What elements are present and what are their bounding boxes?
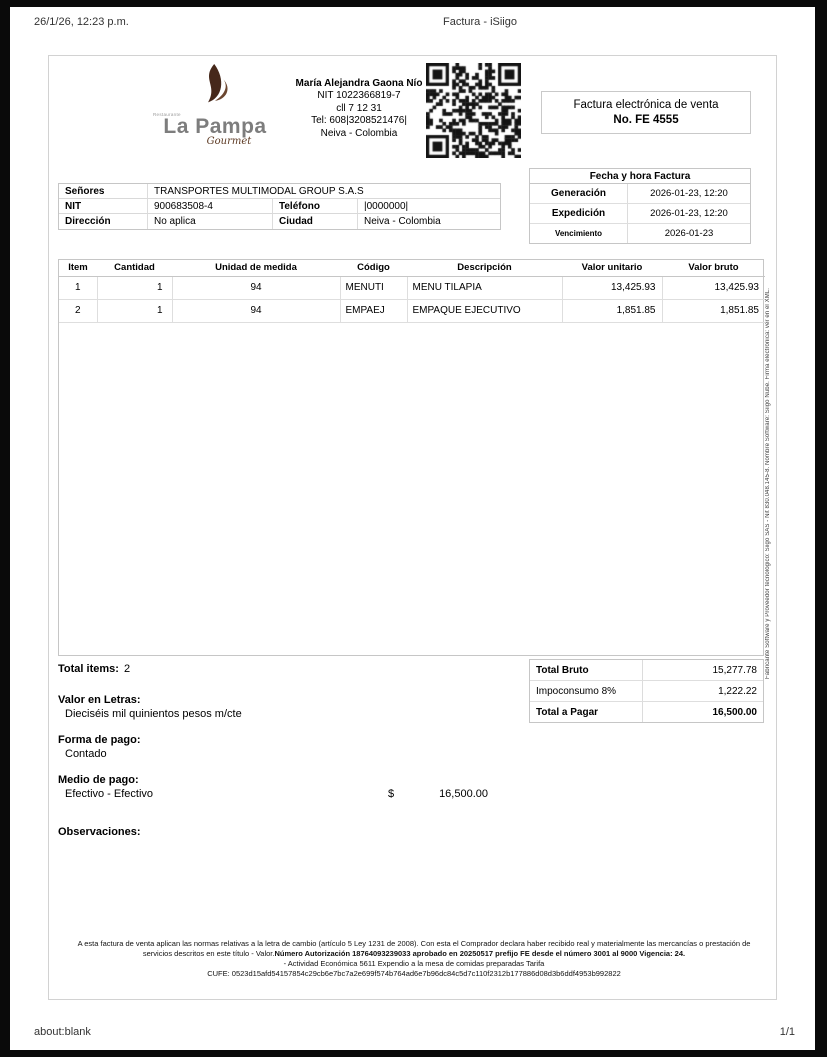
dates-value: 2026-01-23 bbox=[627, 224, 750, 243]
totals-value: 16,500.00 bbox=[642, 702, 763, 722]
currency-symbol: $ bbox=[388, 788, 395, 800]
items-header-row bbox=[59, 260, 765, 276]
invoice-number-box bbox=[541, 91, 751, 134]
items-cell: 1,851.85 bbox=[662, 299, 765, 322]
invoice-title: Factura electrónica de venta bbox=[573, 99, 719, 111]
items-cell: EMPAQUE EJECUTIVO bbox=[407, 299, 562, 322]
items-cell: 1 bbox=[59, 276, 97, 299]
totals-label: Impoconsumo 8% bbox=[536, 685, 617, 697]
customer-direccion-label: Dirección bbox=[65, 216, 111, 227]
total-items-value: 2 bbox=[123, 663, 131, 675]
logo-restaurante-text: Restaurante bbox=[153, 112, 181, 117]
items-cell: 13,425.93 bbox=[562, 276, 662, 299]
medio-pago-label: Medio de pago: bbox=[58, 774, 139, 786]
legal-text-normal: A esta factura de venta aplican las normas relativas a la letra de cambio (artículo 5 Ley 1231 de 2008). Con esta el Comprador declara haber recibido real y materialmente las mercancías o prestación de servicios descritos en este título - Valor. bbox=[77, 939, 751, 958]
print-header-title: Factura - iSiigo bbox=[443, 16, 517, 28]
customer-info-table bbox=[58, 183, 501, 230]
software-provider-note: Fabricante Software y Proveedor tecnológico: Siigo SAS - Nit 830.048.145-8. Nombre Software: Siigo Nube. Firma electrónica: ver en el XML. bbox=[765, 288, 771, 679]
seller-nit: NIT 1022366819-7 bbox=[317, 90, 401, 102]
print-footer-url: about:blank bbox=[34, 1026, 91, 1038]
customer-nit-value: 900683508-4 bbox=[147, 199, 272, 214]
legal-footer bbox=[69, 939, 759, 979]
customer-ciudad-label: Ciudad bbox=[272, 214, 357, 229]
forma-pago-label: Forma de pago: bbox=[58, 734, 141, 746]
valor-letras-label: Valor en Letras: bbox=[58, 694, 141, 706]
items-table bbox=[59, 260, 765, 323]
dates-label: Vencimiento bbox=[554, 229, 603, 238]
items-header-cell: Valor unitario bbox=[562, 260, 662, 276]
legal-text-bold: Número Autorización 18764093239033 aprobado en 20250517 prefijo FE desde el número 3001 al 9000 Vigencia: 24. bbox=[274, 949, 686, 958]
summary-section bbox=[58, 659, 488, 844]
totals-table bbox=[529, 659, 764, 723]
invoice-page bbox=[48, 55, 777, 1000]
observaciones-label: Observaciones: bbox=[58, 826, 141, 838]
qr-code bbox=[426, 63, 521, 158]
dates-table-title: Fecha y hora Factura bbox=[530, 169, 750, 184]
logo-tagline: Gourmet bbox=[206, 136, 252, 147]
legal-activity-line: - Actividad Económica 5611 Expendio a la mesa de comidas preparadas Tarifa bbox=[283, 959, 545, 968]
items-header-cell: Descripción bbox=[407, 260, 562, 276]
legal-paragraph bbox=[69, 939, 759, 959]
print-header-datetime: 26/1/26, 12:23 p.m. bbox=[34, 16, 129, 28]
customer-senores-label: Señores bbox=[59, 184, 147, 199]
items-cell: 1,851.85 bbox=[562, 299, 662, 322]
items-header-cell: Item bbox=[59, 260, 97, 276]
total-items-label: Total items: bbox=[58, 663, 119, 675]
dates-row bbox=[530, 224, 750, 243]
customer-direccion-value: No aplica bbox=[147, 214, 272, 229]
print-preview-area bbox=[10, 7, 815, 1050]
print-footer-page: 1/1 bbox=[779, 1026, 795, 1038]
dates-label: Generación bbox=[550, 188, 607, 199]
customer-senores-value: TRANSPORTES MULTIMODAL GROUP S.A.S bbox=[147, 184, 500, 199]
logo-name: La Pampa bbox=[163, 115, 267, 138]
totals-label: Total a Pagar bbox=[536, 706, 599, 718]
legal-cufe-line: CUFE: 0523d15afd54157854c29cb6e7bc7a2e699f574b764ad6e7b96dc84c5d7c110f2312b177886d08d3b6ddf4953b992822 bbox=[207, 969, 621, 978]
items-cell: MENU TILAPIA bbox=[407, 276, 562, 299]
total-items-line bbox=[58, 663, 488, 675]
seller-phone: Tel: 608|3208521476| bbox=[311, 115, 407, 127]
dates-value: 2026-01-23, 12:20 bbox=[627, 184, 750, 203]
totals-row bbox=[530, 681, 763, 702]
items-row bbox=[59, 299, 765, 322]
dates-table bbox=[529, 168, 751, 244]
customer-ciudad-value: Neiva - Colombia bbox=[357, 214, 500, 229]
items-cell: 1 bbox=[97, 299, 172, 322]
flame-icon bbox=[192, 62, 238, 112]
medio-pago-amount: 16,500.00 bbox=[439, 788, 488, 800]
items-cell: 2 bbox=[59, 299, 97, 322]
seller-name: María Alejandra Gaona Nío bbox=[295, 78, 423, 89]
valor-letras-value: Dieciséis mil quinientos pesos m/cte bbox=[65, 708, 242, 720]
totals-row bbox=[530, 660, 763, 681]
customer-nit-label: NIT bbox=[59, 199, 147, 214]
items-cell: 1 bbox=[97, 276, 172, 299]
items-header-cell: Cantidad bbox=[97, 260, 172, 276]
items-header-cell: Valor bruto bbox=[662, 260, 765, 276]
items-cell: EMPAEJ bbox=[340, 299, 407, 322]
items-cell: 13,425.93 bbox=[662, 276, 765, 299]
dates-label: Expedición bbox=[551, 208, 606, 219]
items-row bbox=[59, 276, 765, 299]
totals-row bbox=[530, 702, 763, 722]
medio-pago-value: Efectivo - Efectivo bbox=[65, 788, 154, 800]
totals-value: 1,222.22 bbox=[642, 681, 763, 701]
seller-city: Neiva - Colombia bbox=[320, 127, 398, 139]
dates-row bbox=[530, 184, 750, 204]
customer-telefono-label: Teléfono bbox=[272, 199, 357, 214]
invoice-number: No. FE 4555 bbox=[613, 114, 679, 126]
dates-value: 2026-01-23, 12:20 bbox=[627, 204, 750, 223]
customer-telefono-value: |0000000| bbox=[357, 199, 500, 214]
forma-pago-value: Contado bbox=[65, 748, 107, 760]
medio-pago-line bbox=[58, 788, 488, 800]
items-table-container bbox=[58, 259, 764, 656]
items-cell: 94 bbox=[172, 299, 340, 322]
totals-label: Total Bruto bbox=[536, 664, 589, 676]
items-cell: 94 bbox=[172, 276, 340, 299]
items-header-cell: Unidad de medida bbox=[172, 260, 340, 276]
items-header-cell: Código bbox=[340, 260, 407, 276]
seller-address: cll 7 12 31 bbox=[336, 102, 382, 114]
dates-row bbox=[530, 204, 750, 224]
items-cell: MENUTI bbox=[340, 276, 407, 299]
totals-value: 15,277.78 bbox=[642, 660, 763, 680]
